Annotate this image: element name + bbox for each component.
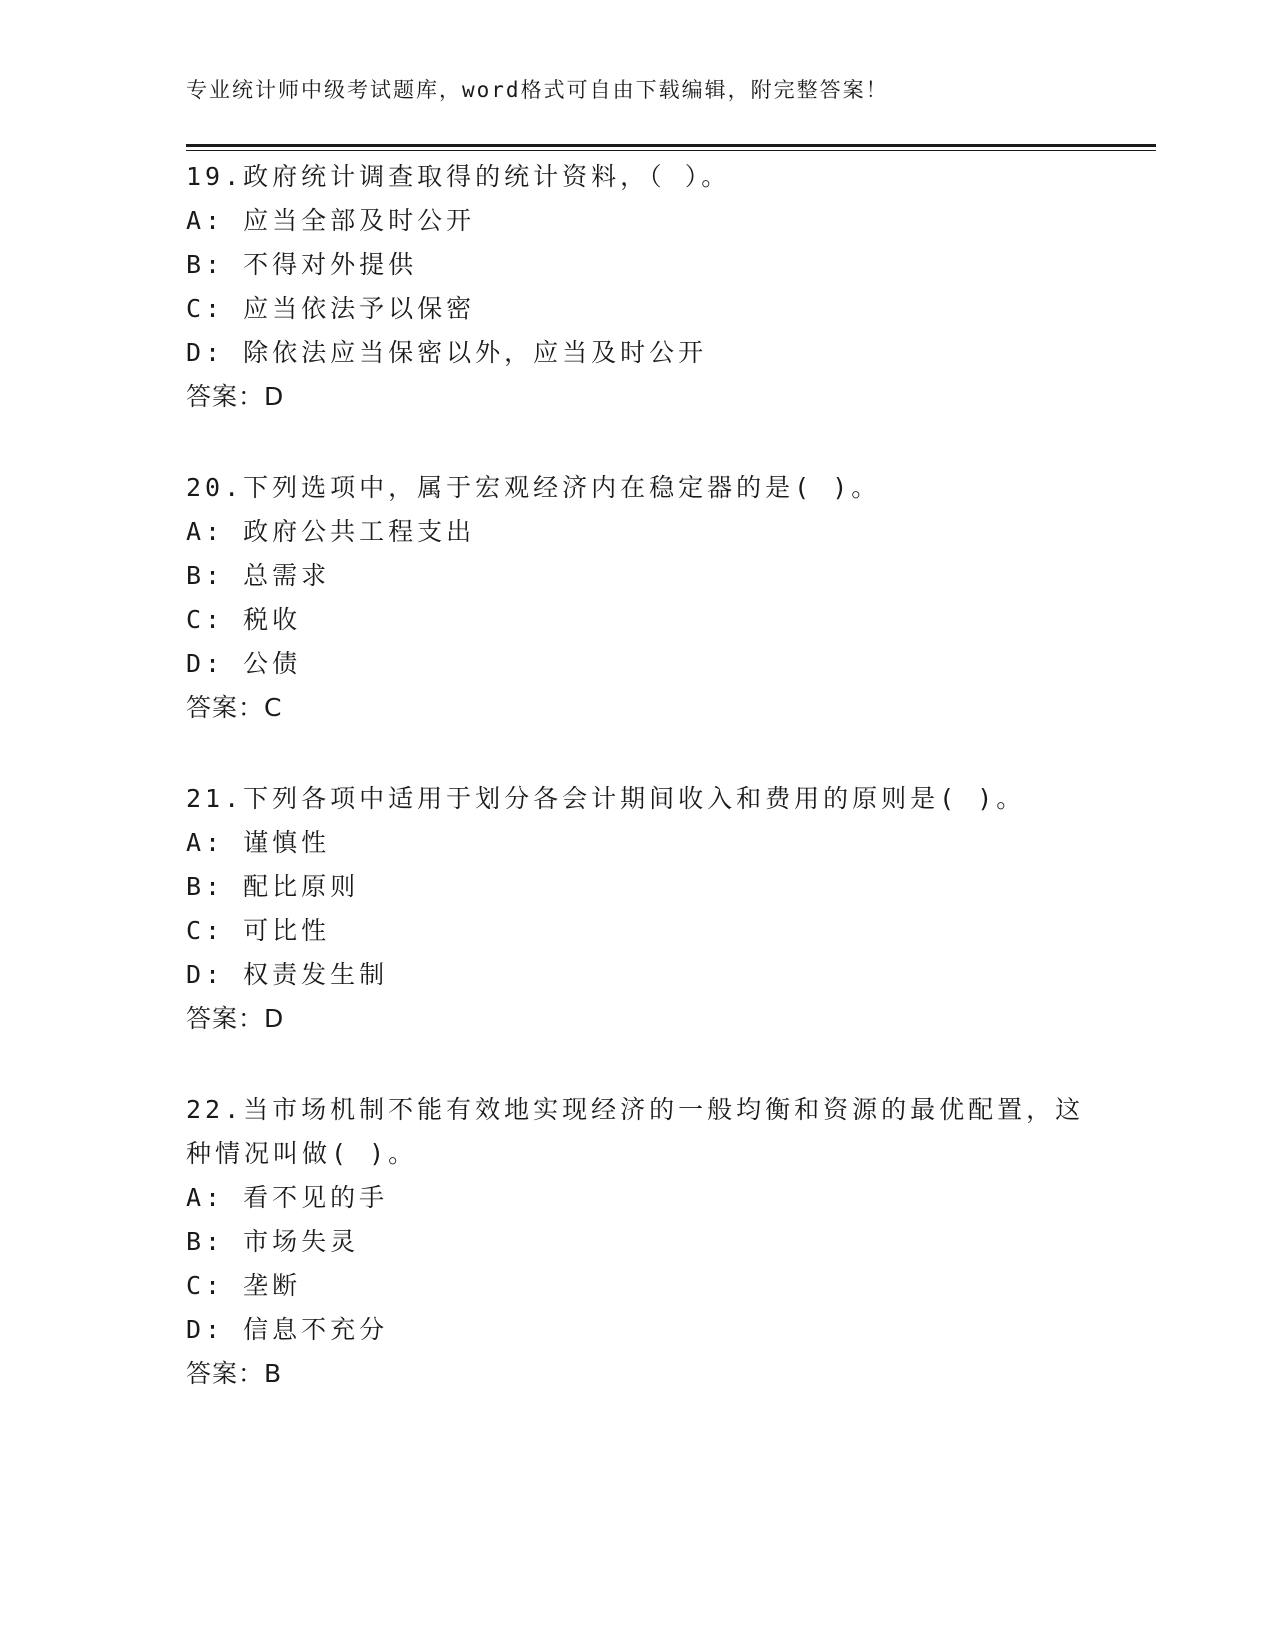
question-stem: 19.政府统计调查取得的统计资料，（ ）。 xyxy=(186,162,731,191)
question-stem: 20.下列选项中，属于宏观经济内在稳定器的是( )。 xyxy=(186,473,881,502)
header-text: 专业统计师中级考试题库，word格式可自由下载编辑，附完整答案！ xyxy=(186,78,889,102)
option-a: A: 政府公共工程支出 xyxy=(186,517,476,546)
option-d: D: 公债 xyxy=(186,649,302,678)
answer: 答案：D xyxy=(186,1004,285,1033)
question-stem: 21.下列各项中适用于划分各会计期间收入和费用的原则是( )。 xyxy=(186,784,1026,813)
option-c: C: 垄断 xyxy=(186,1271,302,1300)
header-rule-thin xyxy=(186,150,1156,151)
answer: 答案：C xyxy=(186,693,283,722)
question-stem-continued: 种情况叫做( )。 xyxy=(186,1139,418,1168)
option-b: B: 不得对外提供 xyxy=(186,250,418,279)
option-c: C: 应当依法予以保密 xyxy=(186,294,476,323)
option-a: A: 应当全部及时公开 xyxy=(186,206,476,235)
option-c: C: 税收 xyxy=(186,605,302,634)
option-a: A: 看不见的手 xyxy=(186,1183,389,1212)
option-d: D: 权责发生制 xyxy=(186,960,389,989)
option-a: A: 谨慎性 xyxy=(186,828,331,857)
option-d: D: 信息不充分 xyxy=(186,1315,389,1344)
answer: 答案：D xyxy=(186,382,285,411)
header-rule-thick xyxy=(186,144,1156,147)
option-c: C: 可比性 xyxy=(186,916,331,945)
option-b: B: 总需求 xyxy=(186,561,331,590)
option-d: D: 除依法应当保密以外，应当及时公开 xyxy=(186,338,708,367)
question-stem: 22.当市场机制不能有效地实现经济的一般均衡和资源的最优配置，这 xyxy=(186,1095,1085,1124)
option-b: B: 配比原则 xyxy=(186,872,360,901)
option-b: B: 市场失灵 xyxy=(186,1227,360,1256)
answer: 答案：B xyxy=(186,1359,283,1388)
